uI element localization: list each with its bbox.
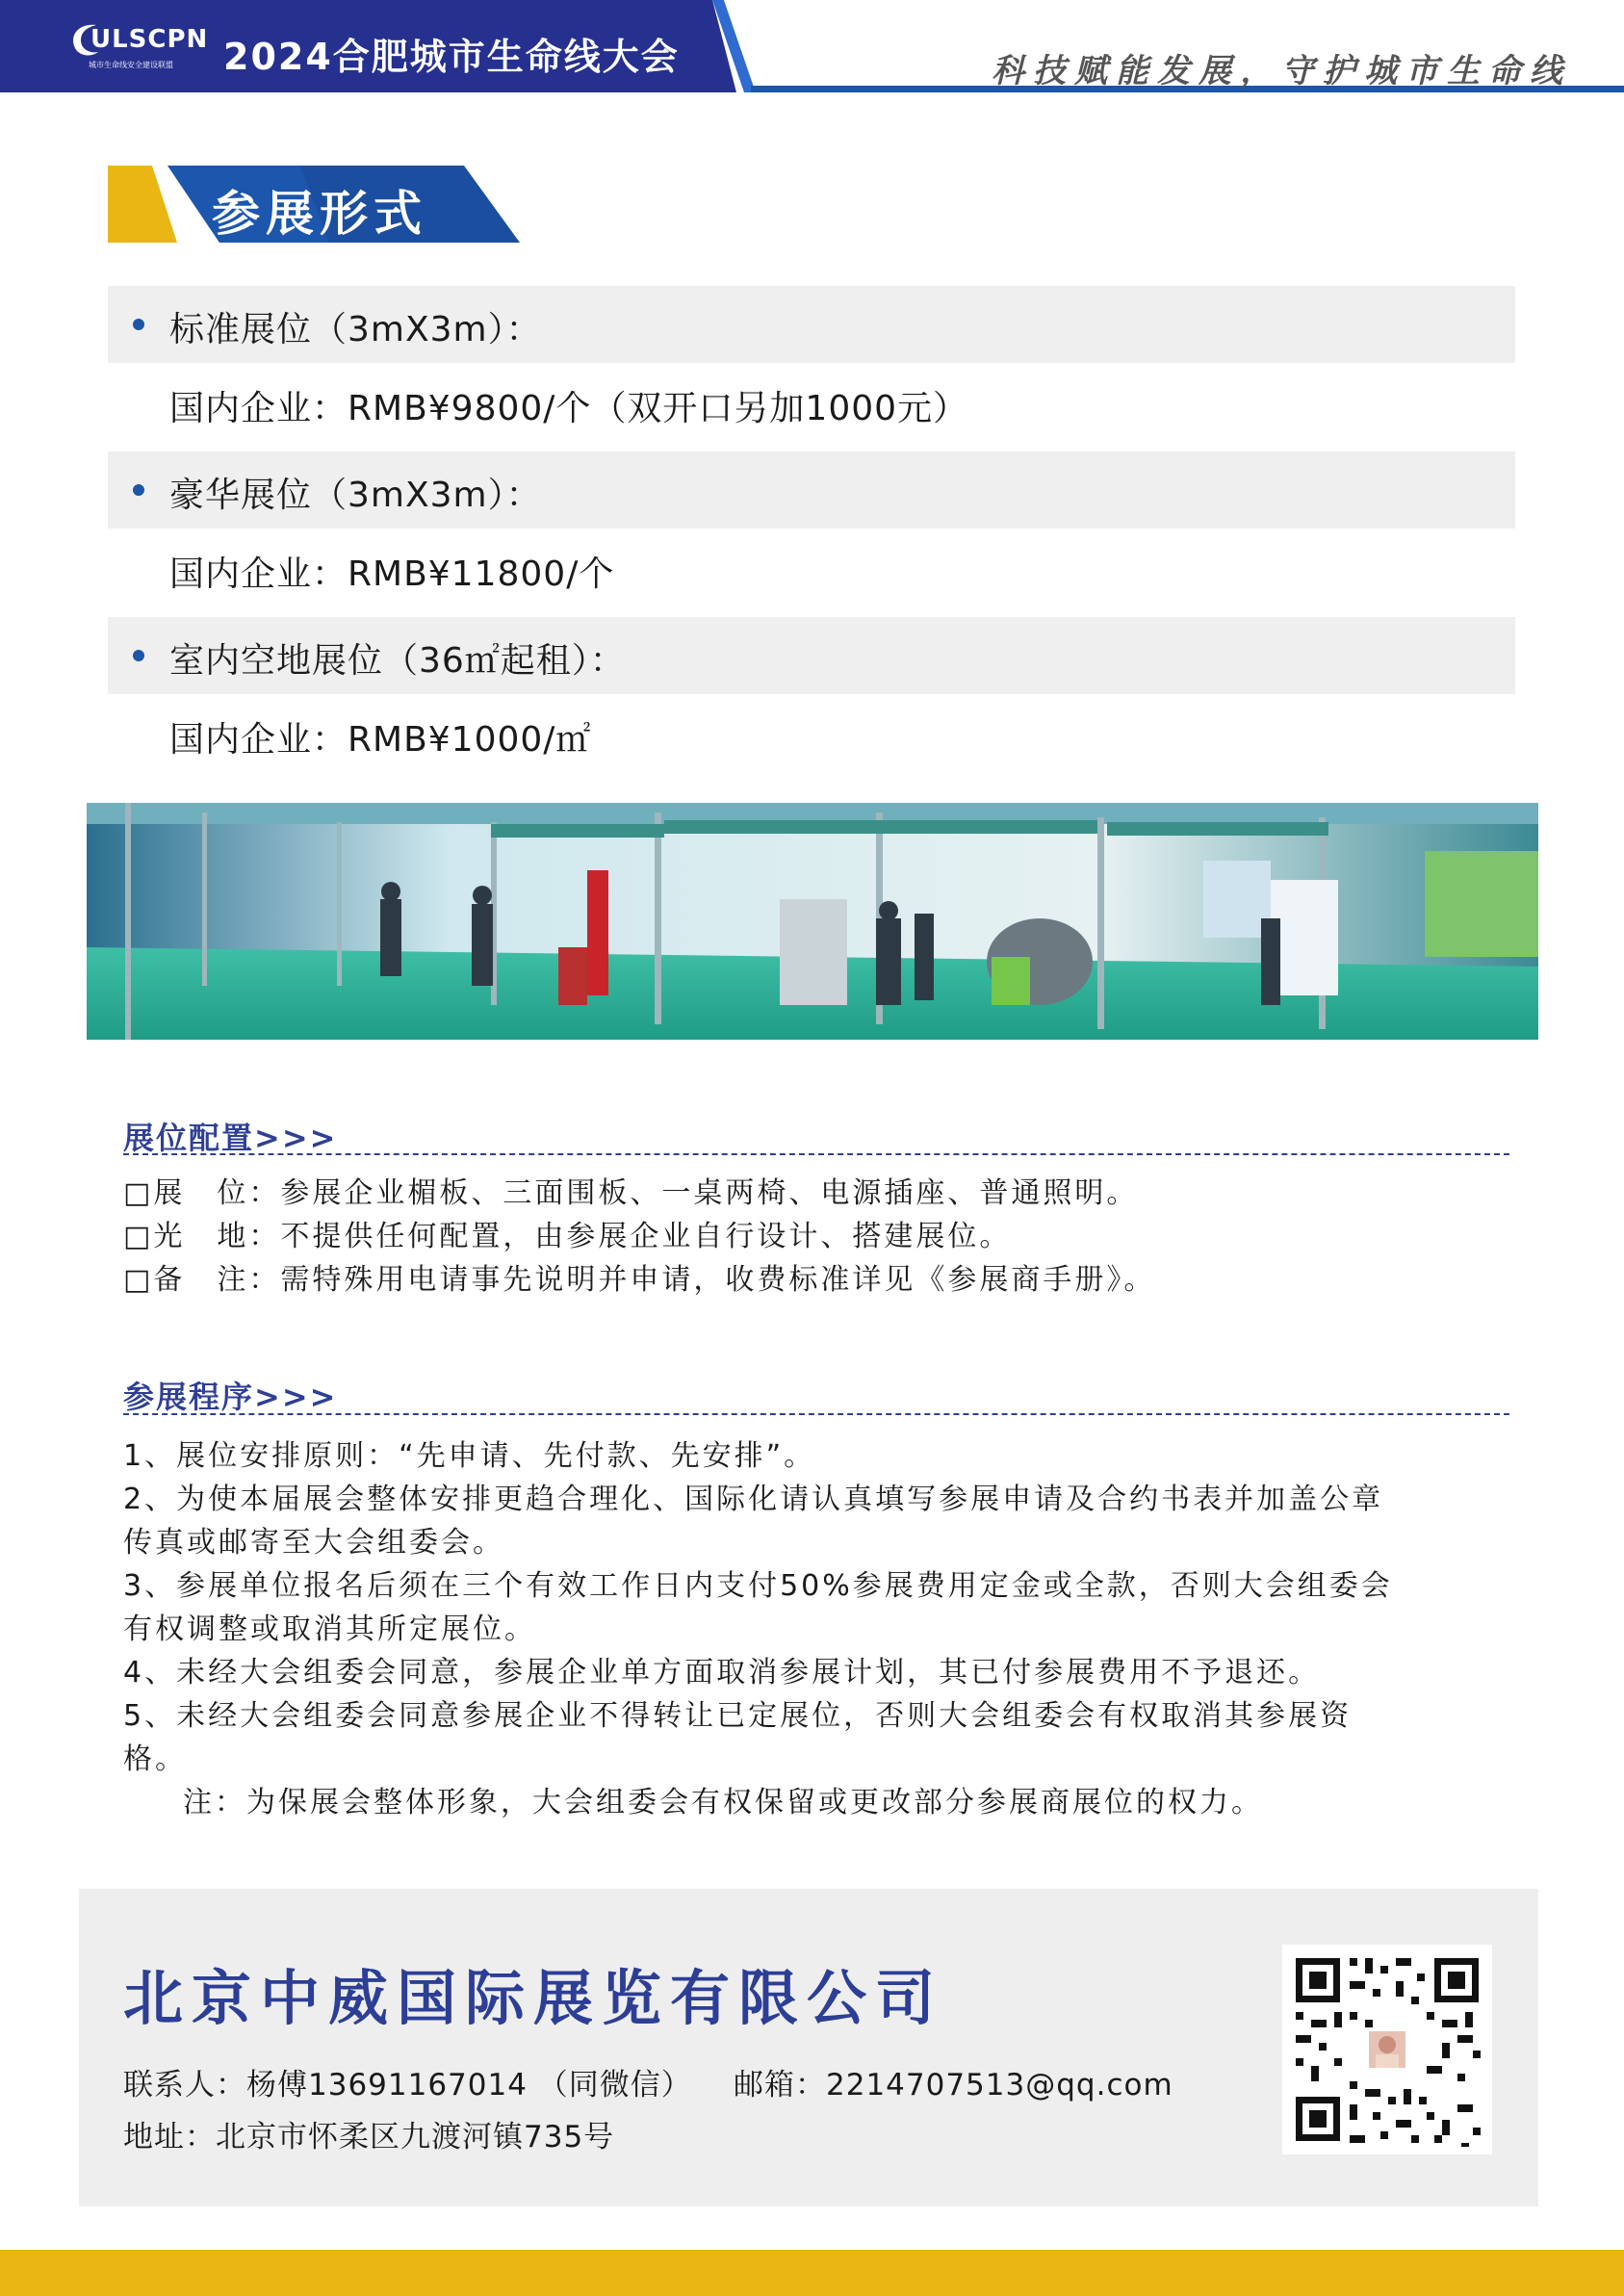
wechat-qr-code [1282,1945,1492,2154]
exhibition-hall-photo [87,803,1538,1040]
header-slogan: 科技赋能发展，守护城市生命线 [992,52,1571,90]
booth-price-space: 国内企业：RMB¥1000/㎡ [169,720,592,760]
config-item: □光 地：不提供任何配置，由参展企业自行设计、搭建展位。 [123,1220,1012,1253]
bullet-icon [133,484,144,496]
procedure-line: 2、为使本届展会整体安排更趋合理化、国际化请认真填写参展申请及合约书表并加盖公章 [123,1483,1384,1516]
procedure-title: 参展程序>>> [123,1379,338,1415]
booth-name-space: 室内空地展位（36㎡起租）： [169,641,626,681]
config-title: 展位配置>>> [123,1120,338,1156]
bullet-icon [133,650,144,661]
logo-text: ULSCPN [90,25,209,54]
ulscpn-logo [67,19,209,77]
bottom-gold-bar [0,2250,1624,2296]
logo-subtext: 城市生命线安全建设联盟 [89,61,173,69]
section-title: 参展形式 [212,186,427,242]
procedure-line: 4、未经大会组委会同意，参展企业单方面取消参展计划，其已付参展费用不予退还。 [123,1656,1321,1690]
procedure-line: 3、参展单位报名后须在三个有效工作日内支付50%参展费用定金或全款，否则大会组委会 [123,1569,1393,1603]
header-title: 2024合肥城市生命线大会 [223,36,680,78]
procedure-line: 1、展位安排原则：“先申请、先付款、先安排”。 [123,1439,816,1473]
procedure-divider [123,1413,1509,1415]
procedure-line: 格。 [123,1742,187,1776]
contact-address: 地址：北京市怀柔区九渡河镇735号 [123,2120,615,2154]
procedure-line: 传真或邮寄至大会组委会。 [123,1526,504,1560]
procedure-line: 有权调整或取消其所定展位。 [123,1612,536,1646]
config-divider [123,1153,1509,1155]
procedure-note: 注：为保展会整体形象，大会组委会有权保留或更改部分参展商展位的权力。 [183,1786,1263,1819]
booth-name-standard: 标准展位（3mX3m）： [169,310,542,349]
procedure-line: 5、未经大会组委会同意参展企业不得转让已定展位，否则大会组委会有权取消其参展资 [123,1699,1353,1733]
booth-price-deluxe: 国内企业：RMB¥11800/个 [169,555,615,594]
booth-price-standard: 国内企业：RMB¥9800/个（双开口另加1000元） [169,389,969,428]
booth-name-deluxe: 豪华展位（3mX3m）： [169,476,542,515]
contact-person: 联系人：杨傅13691167014 （同微信） [123,2068,692,2103]
contact-email: 邮箱：2214707513@qq.com [734,2068,1173,2103]
config-item: □展 位：参展企业楣板、三面围板、一桌两椅、电源插座、普通照明。 [123,1176,1139,1210]
bullet-icon [133,319,144,330]
company-name: 北京中威国际展览有限公司 [123,1963,944,2033]
config-item: □备 注：需特殊用电请事先说明并申请，收费标准详见《参展商手册》。 [123,1263,1156,1297]
